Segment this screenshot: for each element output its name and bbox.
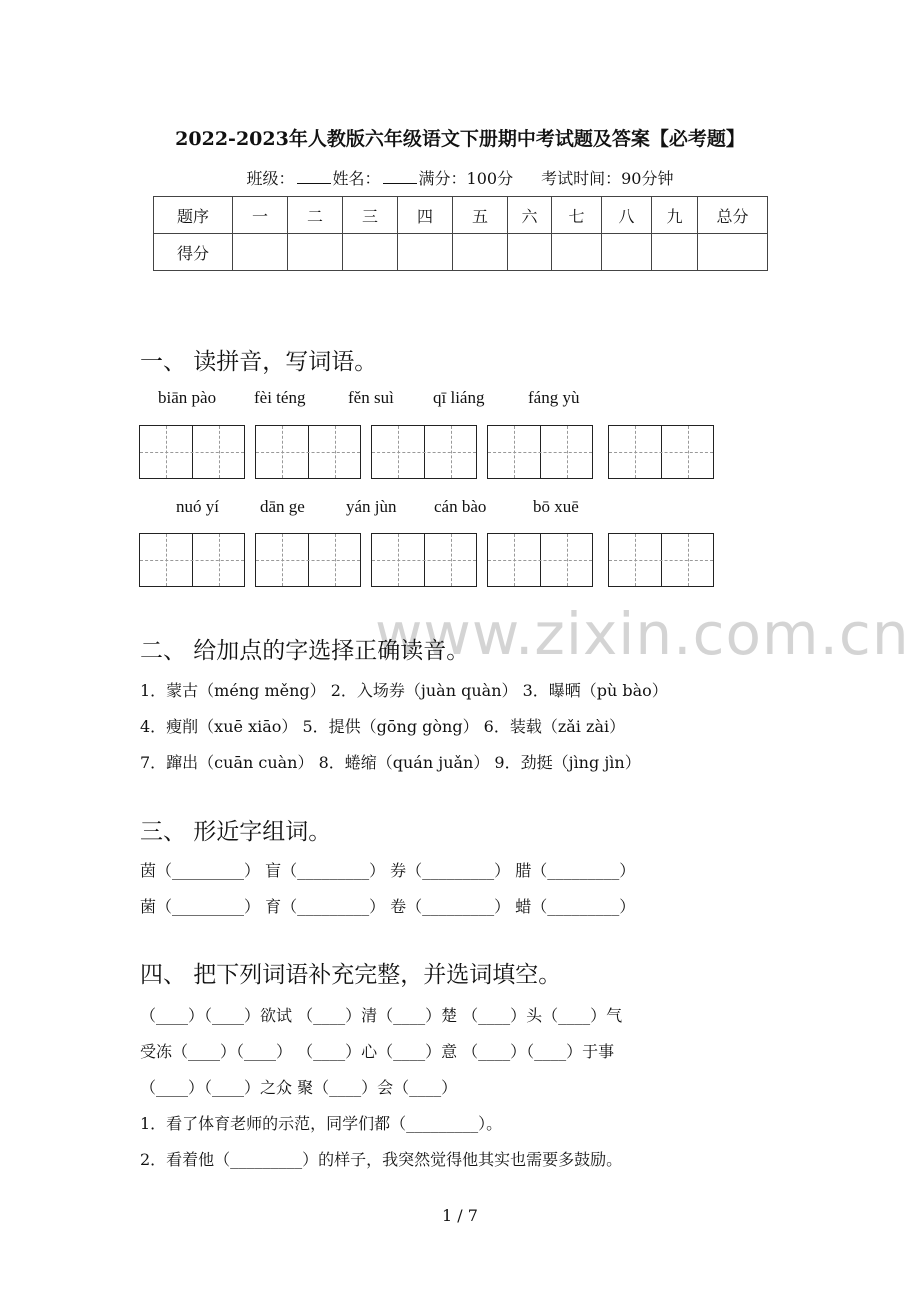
score-cell[interactable] [698,234,768,271]
writing-grid-box[interactable] [608,425,714,479]
question-line: （____）（____）之众 聚（____）会（____） [140,1078,458,1097]
writing-grid-box[interactable] [487,533,593,587]
pinyin-label: biān pào [158,388,217,407]
score-header-cell: 一 [233,197,288,234]
score-cell[interactable] [343,234,398,271]
writing-grid-box[interactable] [139,425,245,479]
exam-info-line [0,166,920,189]
name-blank[interactable] [383,169,417,184]
score-table-score-row [154,234,768,271]
writing-grid-box[interactable] [255,425,361,479]
class-blank[interactable] [297,169,331,184]
question-line: 1．蒙古（méng měng） 2．入场券（juàn quàn） 3．曝晒（pù bào） [140,681,668,700]
question-line: 茵（_________） 盲（_________） 券（_________） 腊（_________） [140,861,636,880]
question-line: 4．瘦削（xuē xiāo） 5．提供（gōng gòng） 6．装载（zǎi zài） [140,717,626,736]
section-3-heading: 三、 形近字组词。 [140,819,332,845]
score-header-cell: 七 [552,197,602,234]
name-label: 姓名： [332,169,381,188]
pinyin-label: fáng yù [528,388,580,407]
full-score-label: 满分：100分 [418,169,514,188]
score-header-cell: 八 [602,197,652,234]
writing-grid-box[interactable] [139,533,245,587]
score-cell[interactable] [652,234,698,271]
score-cell[interactable] [398,234,453,271]
score-header-cell: 六 [508,197,552,234]
writing-grid-box[interactable] [487,425,593,479]
score-cell[interactable] [288,234,343,271]
pinyin-label: fèi téng [254,388,306,407]
score-table [153,196,768,271]
score-header-cell: 五 [453,197,508,234]
question-line: 2．看着他（_________）的样子，我突然觉得他其实也需要多鼓励。 [140,1150,623,1169]
score-cell[interactable] [602,234,652,271]
score-header-cell: 二 [288,197,343,234]
class-label: 班级： [246,169,295,188]
pinyin-label: bō xuē [533,497,579,516]
question-line: 菌（_________） 育（_________） 卷（_________） 蜡（_________） [140,897,636,916]
page-title: 2022-2023年人教版六年级语文下册期中考试题及答案【必考题】 [175,128,745,150]
section-2-heading: 二、 给加点的字选择正确读音。 [140,638,470,664]
score-header-cell: 九 [652,197,698,234]
writing-grid-box[interactable] [371,533,477,587]
score-header-cell: 题序 [154,197,233,234]
score-cell[interactable] [233,234,288,271]
pinyin-label: yán jùn [346,497,397,516]
question-line: 1．看了体育老师的示范，同学们都（_________）。 [140,1114,503,1133]
score-cell[interactable] [453,234,508,271]
score-cell[interactable] [508,234,552,271]
writing-grid-box[interactable] [255,533,361,587]
score-header-cell: 总分 [698,197,768,234]
section-1-heading: 一、 读拼音，写词语。 [140,349,378,375]
writing-grid-box[interactable] [371,425,477,479]
score-row-label: 得分 [154,234,233,271]
pinyin-label: nuó yí [176,497,219,516]
question-line: （____）（____）欲试 （____）清（____）楚 （____）头（____）气 [140,1006,623,1025]
section-4-heading: 四、 把下列词语补充完整，并选词填空。 [140,962,562,988]
pinyin-label: fěn suì [348,388,394,407]
writing-grid-box[interactable] [608,533,714,587]
score-header-cell: 四 [398,197,453,234]
question-line: 受冻（____）（____） （____）心（____）意 （____）（____）于事 [140,1042,615,1061]
score-header-cell: 三 [343,197,398,234]
pinyin-label: qī liáng [433,388,485,407]
exam-time-label: 考试时间：90分钟 [541,169,674,188]
pinyin-label: cán bào [434,497,487,516]
watermark-text: www.zixin.com.cn [375,600,910,668]
score-cell[interactable] [552,234,602,271]
pinyin-label: dān ge [260,497,305,516]
score-table-header-row [154,197,768,234]
page-number: 1 / 7 [442,1206,478,1225]
question-line: 7．蹿出（cuān cuàn） 8．蜷缩（quán juǎn） 9．劲挺（jìng jìn） [140,753,641,772]
